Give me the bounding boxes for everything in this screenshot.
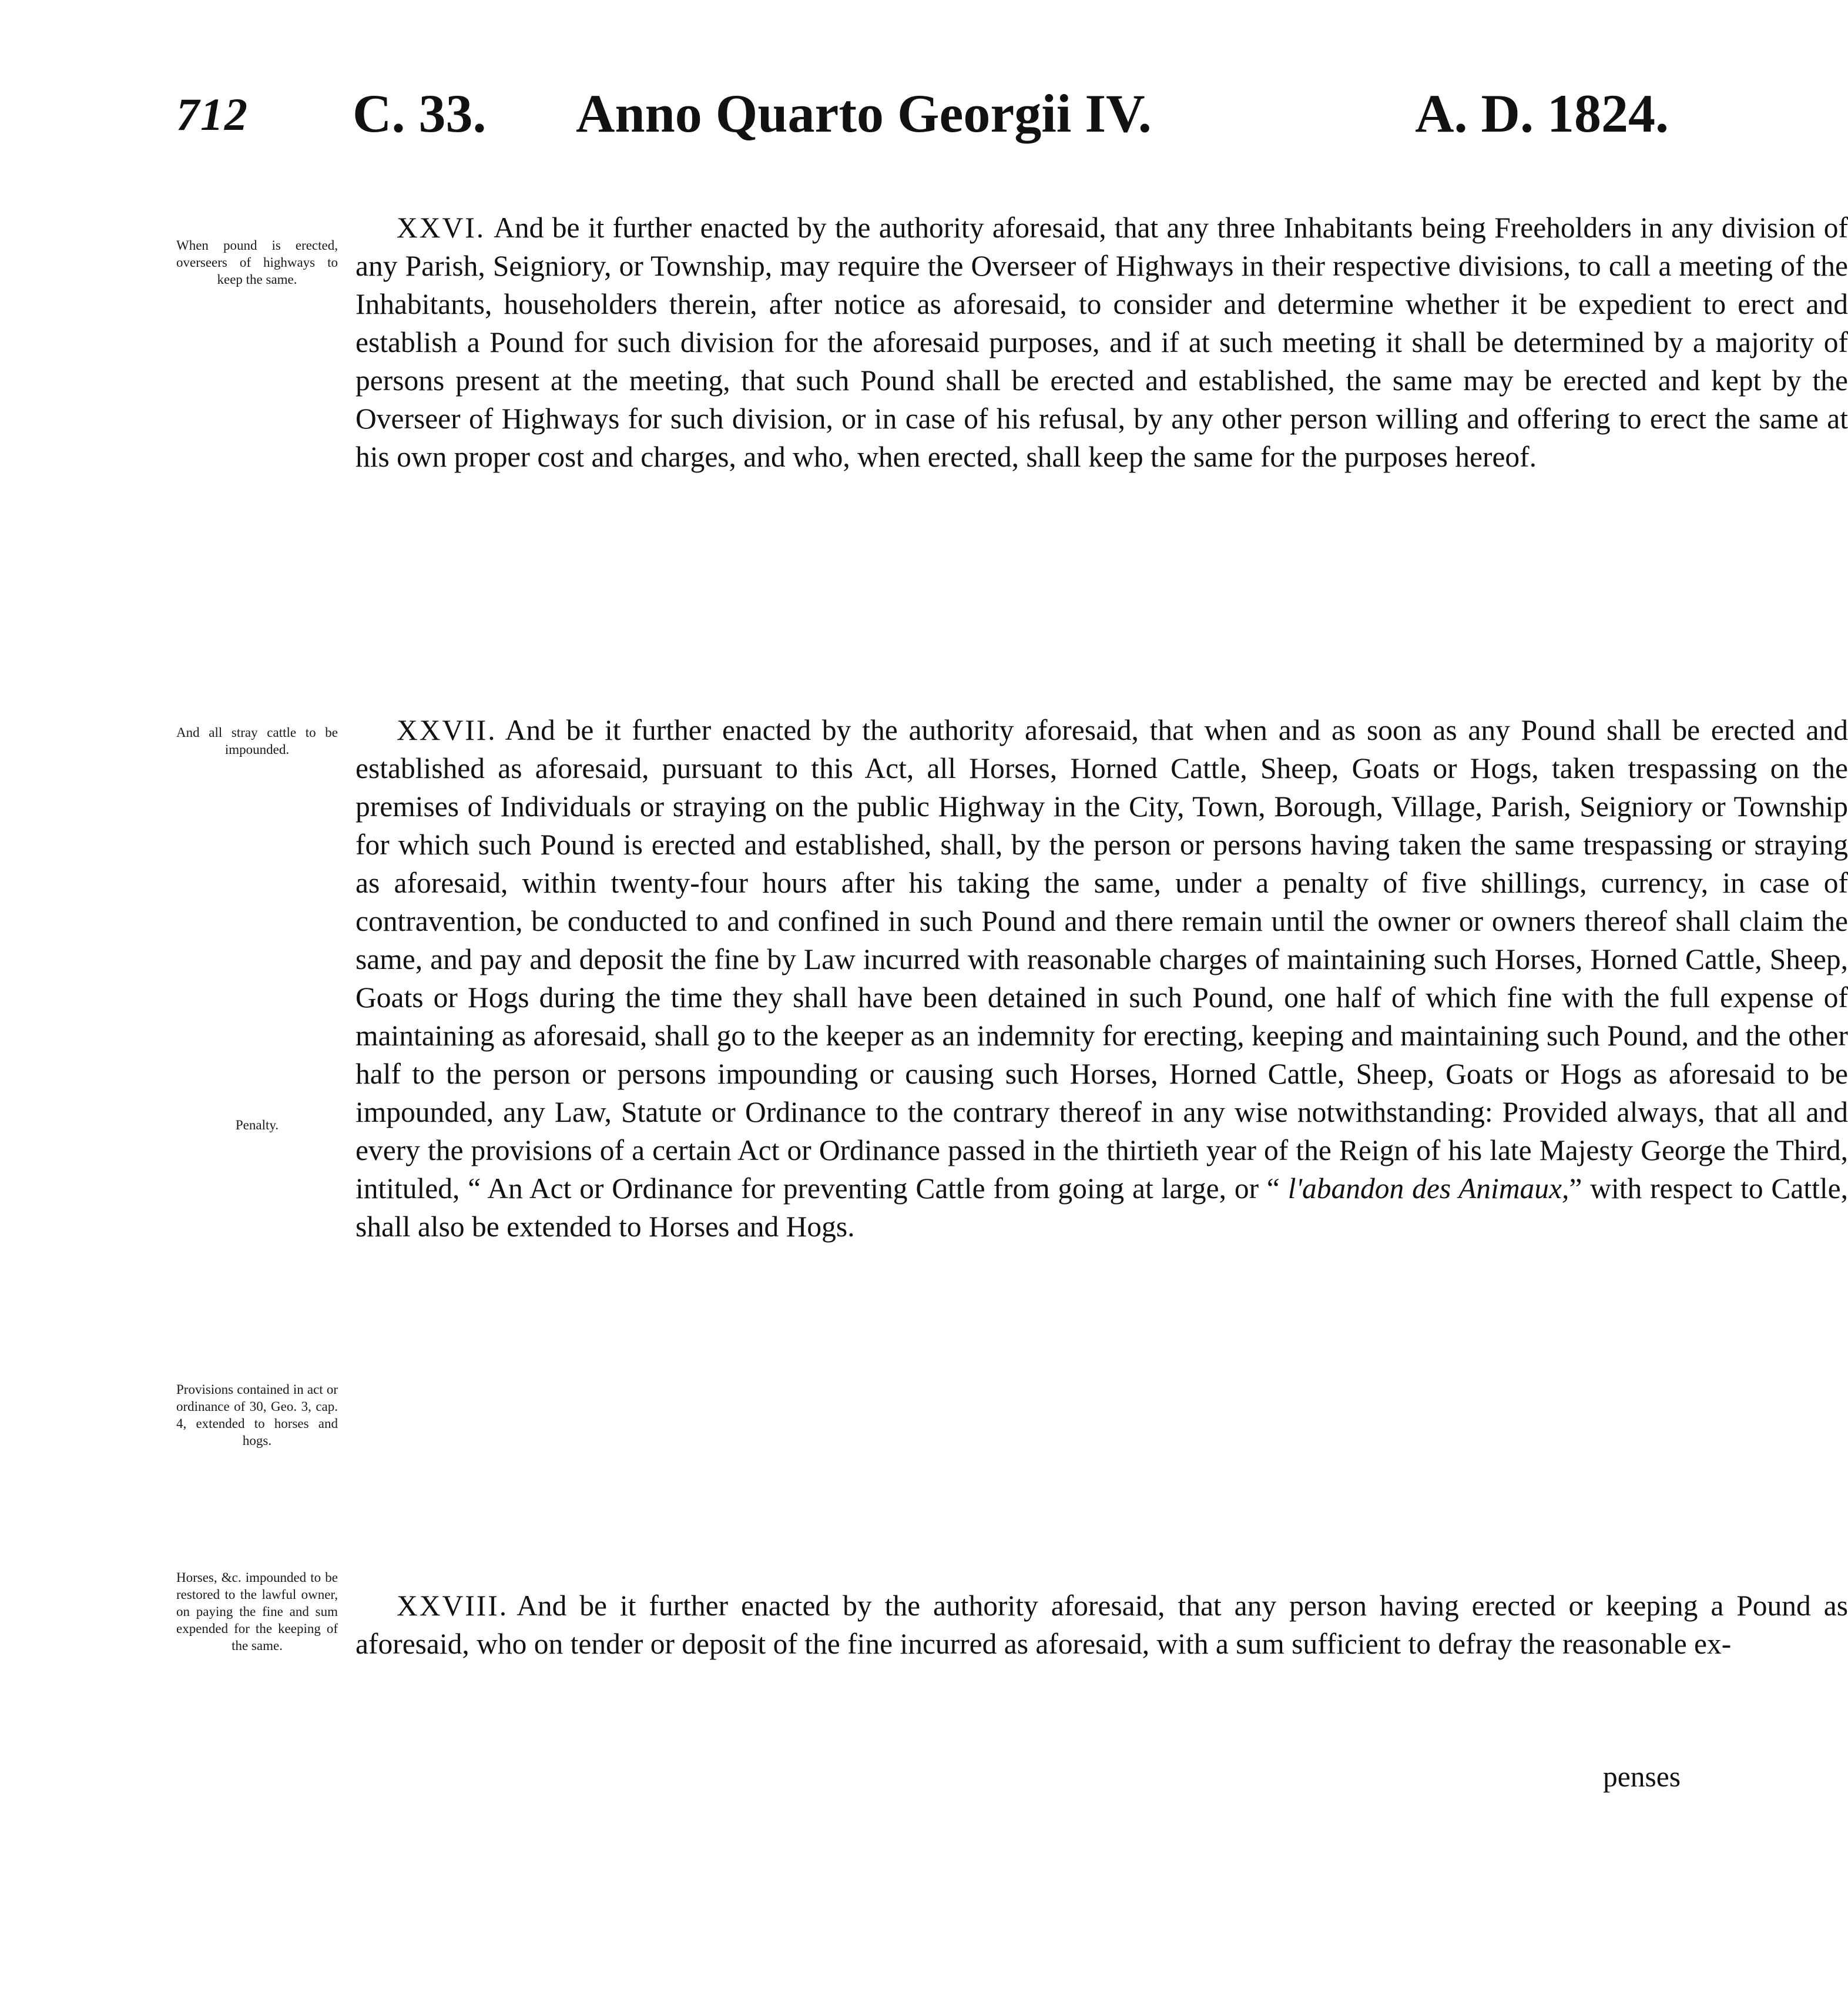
running-header	[176, 82, 1681, 153]
page-number: 712	[176, 89, 249, 140]
section-body	[355, 209, 1848, 476]
catchword: penses	[1603, 1760, 1681, 1793]
section-number: XXVI.	[397, 212, 486, 244]
section-text: And be it further enacted by the authority aforesaid, that when and as soon as any Pound shall be erected and established as aforesaid, pursuant to this Act, all Horses, Horned Cattle, Sheep, Goats or Hogs, taken trespassing on the premises of Individuals or straying on the public Highway in the City, Town, Borough, Village, Parish, Seigniory or Township for which such Pound is erected and established, shall, by the person or persons having taken the same trespassing or straying as aforesaid, within twenty-four hours after his taking the same, under a penalty of five shillings, currency, in case of contravention, be conducted to and confined in such Pound and there remain until the owner or owners thereof shall claim the same, and pay and deposit the fine by Law incurred with reasonable charges of maintaining such Horses, Horned Cattle, Sheep, Goats or Hogs during the time they shall have been detained in such Pound, one half of which fine with the full expense of maintaining as aforesaid, shall go to the keeper as an indemnity for erecting, keeping and maintaining such Pound, and the other half to the person or persons impounding or causing such Horses, Horned Cattle, Sheep, Goats or Hogs as aforesaid to be impounded, any Law, Statute or Ordinance to the contrary thereof in any wise notwithstanding: Provided always, that all and every the provisions of a certain Act or Ordinance passed in the thirtieth year of the Reign of his late Majesty George the Third, intituled, “ An Act or Ordinance for preventing Cattle from going at large, or “	[355, 714, 1848, 1205]
section-text: And be it further enacted by the authority aforesaid, that any person having erected or keeping a Pound as aforesaid, who on tender or deposit of the fine incurred as aforesaid, with a sum sufficient to defray the reasonable ex-	[355, 1590, 1848, 1660]
section-text-italic: l'abandon des Animaux,	[1287, 1172, 1569, 1205]
marginal-note: When pound is erected, overseers of highways to keep the same.	[176, 238, 338, 287]
regnal-title: Anno Quarto Georgii IV.	[576, 83, 1152, 143]
marginal-note: Horses, &c. impounded to be restored to the lawful owner, on paying the fine and sum expended for the keeping of the same.	[176, 1570, 338, 1653]
section-text: ” with respect to Cattle, shall also be extended to Horses and Hogs.	[355, 1172, 1848, 1243]
marginal-note: Provisions contained in act or ordinance of 30, Geo. 3, cap. 4, extended to horses and hogs.	[176, 1382, 338, 1448]
section-body	[355, 1587, 1848, 1663]
marginal-note: And all stray cattle to be impounded.	[176, 725, 338, 757]
section-number: XXVII.	[397, 714, 497, 746]
section-number: XXVIII.	[397, 1590, 509, 1622]
section-text: And be it further enacted by the authority aforesaid, that any three Inhabitants being Freeholders in any division of any Parish, Seigniory, or Township, may require the Overseer of Highways in their respective divisions, to call a meeting of the Inhabitants, householders therein, after notice as aforesaid, to consider and determine whether it be expedient to erect and establish a Pound for such division for the aforesaid purposes, and if at such meeting it shall be determined by a majority of persons present at the meeting, that such Pound shall be erected and established, the same may be erected and kept by the Overseer of Highways for such division, or in case of his refusal, by any other person willing and offering to erect the same at his own proper cost and charges, and who, when erected, shall keep the same for the purposes hereof.	[355, 212, 1848, 473]
section-body	[355, 711, 1848, 1246]
chapter-number: C. 33.	[353, 83, 487, 143]
marginal-note: Penalty.	[235, 1118, 279, 1132]
year-heading: A. D. 1824.	[1415, 83, 1669, 143]
